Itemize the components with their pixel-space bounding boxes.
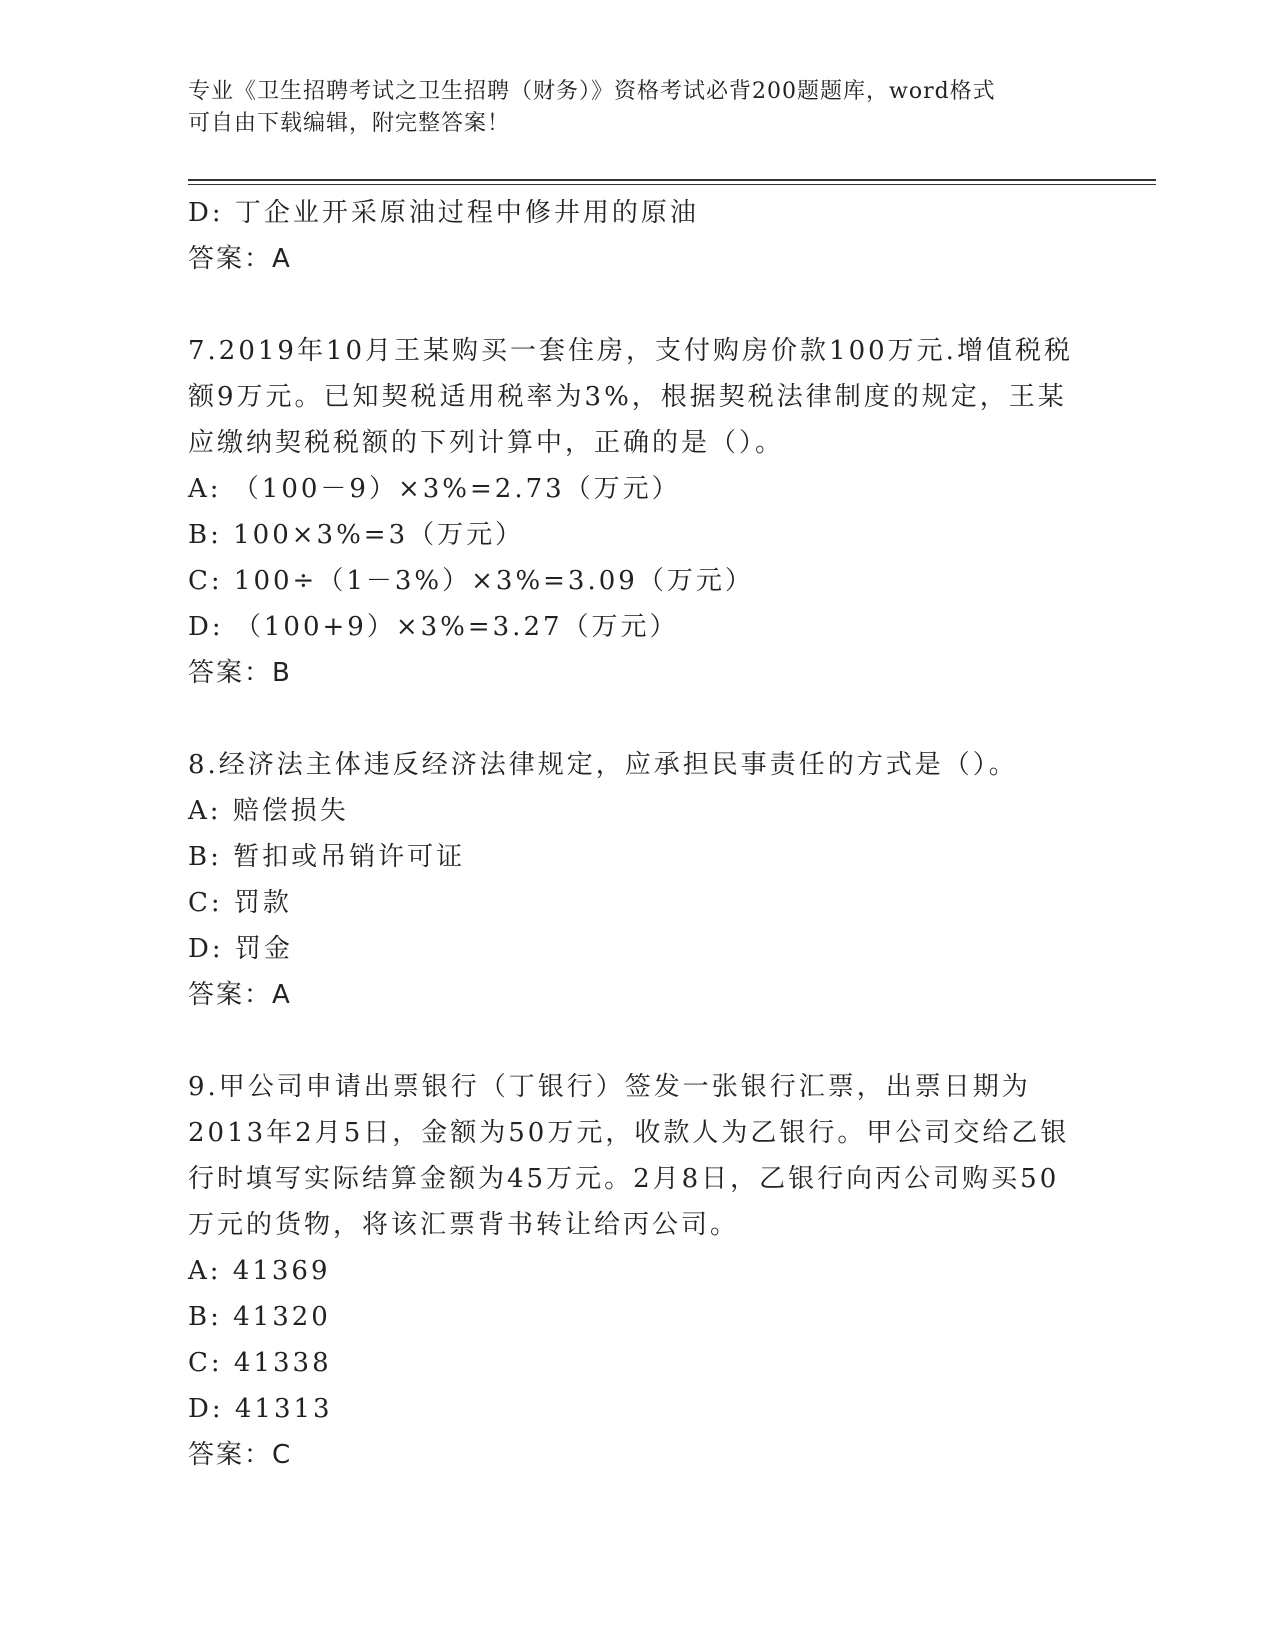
question-stem-line: 8.经济法主体违反经济法律规定，应承担民事责任的方式是（）。: [188, 750, 1018, 780]
previous-question-tail: [188, 190, 1088, 282]
question-stem-line: 行时填写实际结算金额为45万元。2月8日，乙银行向丙公司购买50: [188, 1164, 1060, 1194]
question-stem-line: 额9万元。已知契税适用税率为3%，根据契税法律制度的规定，王某: [188, 382, 1067, 412]
question-7: [188, 328, 1088, 696]
option-a: A: 41369: [188, 1256, 331, 1286]
option-d: D: （100+9）×3%=3.27（万元）: [188, 612, 679, 642]
answer-line: 答案：B: [188, 658, 292, 688]
question-stem-line: 应缴纳契税税额的下列计算中，正确的是（）。: [188, 428, 785, 458]
option-a: A: （100－9）×3%=2.73（万元）: [188, 474, 681, 504]
option-c: C: 罚款: [188, 888, 292, 918]
spacer: [188, 696, 1088, 742]
option-c: C: 100÷（1－3%）×3%=3.09（万元）: [188, 566, 754, 596]
answer-line: 答案：C: [188, 1440, 293, 1470]
option-d: D: 41313: [188, 1394, 333, 1424]
question-stem-line: 2013年2月5日，金额为50万元，收款人为乙银行。甲公司交给乙银: [188, 1118, 1070, 1148]
option-d: D: 罚金: [188, 934, 293, 964]
option-c: C: 41338: [188, 1348, 332, 1378]
header-line-2: 可自由下载编辑，附完整答案！: [188, 111, 511, 136]
header-divider-thin: [188, 184, 1156, 185]
option-d: D: 丁企业开采原油过程中修井用的原油: [188, 198, 699, 228]
question-stem-line: 万元的货物，将该汇票背书转让给丙公司。: [188, 1210, 740, 1240]
header-divider-thick: [188, 179, 1156, 181]
answer-line: 答案：A: [188, 244, 292, 274]
option-a: A: 赔偿损失: [188, 796, 349, 826]
question-stem-line: 9.甲公司申请出票银行（丁银行）签发一张银行汇票，出票日期为: [188, 1072, 1031, 1102]
option-b: B: 100×3%=3（万元）: [188, 520, 525, 550]
question-content: [188, 190, 1088, 1478]
option-b: B: 41320: [188, 1302, 331, 1332]
spacer: [188, 1018, 1088, 1064]
question-stem-line: 7.2019年10月王某购买一套住房，支付购房价款100万元.增值税税: [188, 336, 1073, 366]
answer-line: 答案：A: [188, 980, 292, 1010]
spacer: [188, 282, 1088, 328]
question-8: [188, 742, 1088, 1018]
question-9: [188, 1064, 1088, 1478]
header-line-1: 专业《卫生招聘考试之卫生招聘（财务）》资格考试必背200题题库，word格式: [188, 79, 996, 104]
option-b: B: 暂扣或吊销许可证: [188, 842, 466, 872]
document-header: [188, 76, 1088, 140]
